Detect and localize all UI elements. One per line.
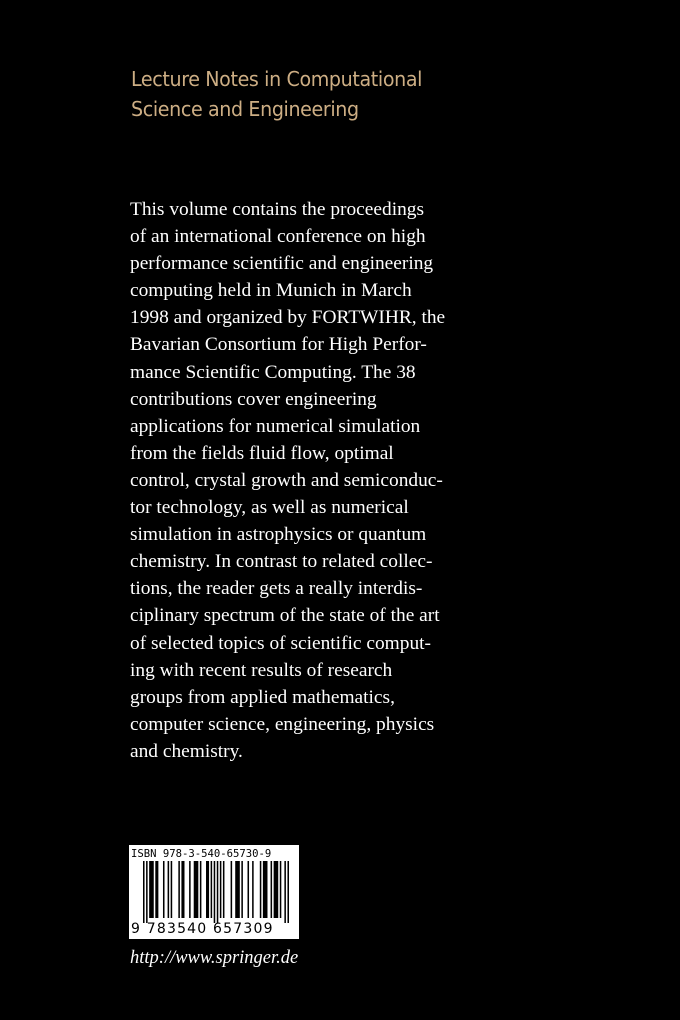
barcode-bar	[263, 861, 268, 918]
barcode-bar	[287, 861, 289, 923]
series-title	[131, 64, 522, 124]
blurb-line: contributions cover engineering	[130, 388, 377, 410]
barcode-bar	[168, 861, 170, 918]
blurb-line: of selected topics of scientific comput-	[130, 632, 431, 654]
blurb-line: This volume contains the proceedings	[130, 199, 425, 220]
isbn-label: ISBN 978-3-540-65730-9	[131, 848, 272, 860]
blurb-line: Bavarian Consortium for High Perfor-	[130, 334, 427, 356]
blurb-line: performance scientific and engineering	[130, 253, 434, 275]
barcode-bars	[143, 861, 289, 923]
barcode-bar	[231, 861, 233, 918]
barcode-bar	[214, 861, 216, 923]
series-title-line-2: Science and Engineering	[131, 97, 359, 121]
barcode-bar	[284, 861, 286, 923]
barcode-bar	[217, 861, 219, 923]
blurb-line: ciplinary spectrum of the state of the art	[130, 605, 440, 627]
publisher-url-link[interactable]: http://www.springer.de	[130, 948, 299, 968]
blurb-line: 1998 and organized by FORTWIHR, the	[130, 307, 446, 329]
blurb-line: ing with recent results of research	[130, 659, 393, 681]
barcode-bar	[280, 861, 282, 918]
barcode-bar	[223, 861, 225, 918]
blurb-line: chemistry. In contrast to related collec-	[130, 551, 433, 573]
barcode-bar	[143, 861, 145, 923]
blurb-line: from the fields fluid flow, optimal	[130, 442, 394, 464]
barcode-bar	[178, 861, 180, 918]
barcode-bar	[149, 861, 154, 918]
barcode-bar	[241, 861, 243, 918]
barcode-bar	[206, 861, 209, 918]
barcode-bar	[235, 861, 240, 918]
isbn-barcode	[129, 845, 299, 939]
blurb-line: control, crystal growth and semiconduc-	[130, 469, 443, 491]
barcode-bar	[146, 861, 148, 923]
blurb-line: tor technology, as well as numerical	[130, 497, 409, 519]
barcode-bar	[274, 861, 279, 918]
barcode-bar	[181, 861, 184, 918]
barcode-bar	[248, 861, 250, 918]
blurb-line: computing held in Munich in March	[130, 280, 412, 302]
barcode-bar	[252, 861, 254, 918]
barcode-bar	[211, 861, 213, 918]
blurb-line: applications for numerical simulation	[130, 415, 421, 437]
blurb-line: tions, the reader gets a really interdis-	[130, 578, 423, 600]
blurb-line: computer science, engineering, physics	[130, 713, 435, 735]
barcode-bar	[220, 861, 222, 918]
ean-digits: 9 783540 657309	[131, 921, 274, 937]
barcode-bar	[194, 861, 199, 918]
barcode-bar	[171, 861, 173, 918]
barcode-bar	[163, 861, 165, 918]
series-title-line-1: Lecture Notes in Computational	[131, 67, 423, 91]
blurb-line: mance Scientific Computing. The 38	[130, 361, 416, 383]
barcode-bar	[200, 861, 202, 918]
blurb-line: simulation in astrophysics or quantum	[130, 524, 427, 546]
barcode-bar	[260, 861, 262, 918]
barcode-bar	[271, 861, 273, 918]
blurb-line: and chemistry.	[130, 740, 243, 762]
blurb-line: groups from applied mathematics,	[130, 686, 395, 708]
barcode-bar	[155, 861, 158, 918]
blurb-line: of an international conference on high	[130, 226, 426, 248]
blurb-text	[130, 196, 460, 765]
barcode-bar	[189, 861, 191, 918]
